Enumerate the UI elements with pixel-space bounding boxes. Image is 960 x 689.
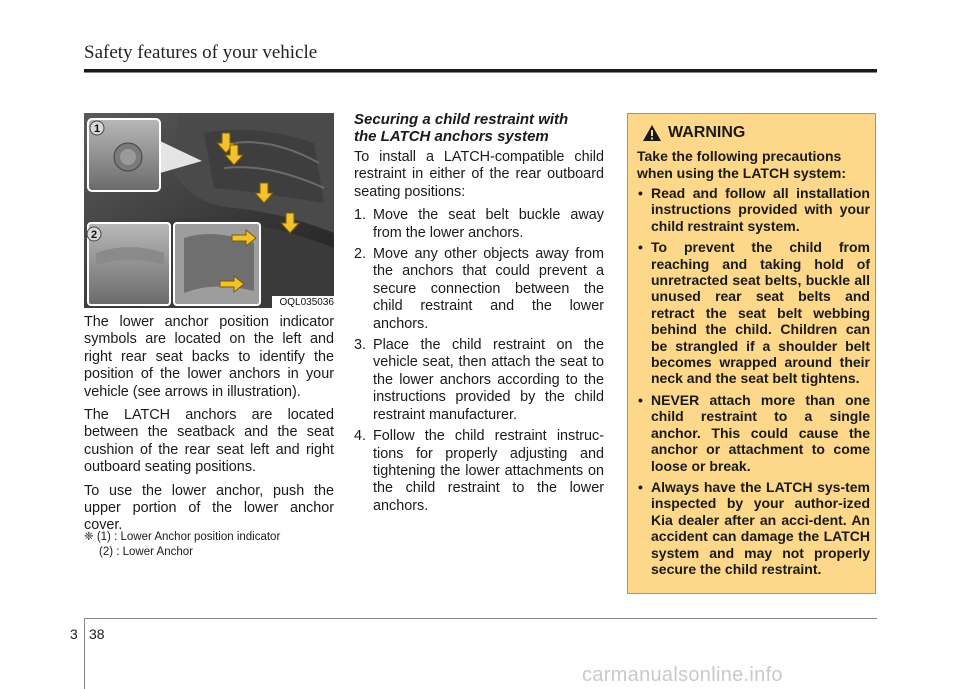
step-text: Move the seat belt buckle away from the lower anchors.	[373, 207, 604, 241]
step-text: Place the child restraint on the vehicle seat, then attach the seat to the lower anchors according to the instructions provided by the child restraint manufacturer.	[373, 337, 604, 423]
step-number: 3.	[354, 337, 367, 354]
warning-item	[637, 392, 870, 474]
warning-triangle-icon	[642, 124, 662, 142]
section-title-line: the LATCH anchors system	[354, 128, 549, 145]
note-line: ❈ (1) : Lower Anchor position indicator	[84, 531, 281, 543]
footer-divider	[84, 619, 85, 689]
paragraph: To use the lower anchor, push the upper portion of the lower anchor cover.	[84, 482, 334, 534]
callout-2-label: 2	[90, 229, 98, 241]
warning-item-text: Read and follow all installation instructions provided with your child restraint system.	[651, 185, 870, 234]
intro-paragraph: To install a LATCH-compatible child restraint in either of the rear outboard seating positions:	[354, 149, 604, 200]
warning-intro: Take the following precautions when using the LATCH system:	[637, 148, 846, 181]
paragraph: The lower anchor position indicator symbols are located on the left and right rear seat backs to identify the position of the lower anchors in your vehicle (see arrows in illustration).	[84, 314, 334, 400]
warning-header	[642, 124, 745, 142]
bullet: •	[638, 478, 643, 495]
section-title-line: Securing a child restraint with	[354, 111, 569, 128]
footer-rule	[84, 618, 877, 619]
page-number: 38	[89, 626, 105, 642]
warning-item	[637, 239, 870, 387]
warning-box	[627, 113, 876, 594]
step-text: Follow the child restraint instruc-tions for properly adjusting and tightening the lower attachments on the child restraint to the lower anchors.	[373, 428, 604, 514]
watermark: carmanualsonline.info	[582, 664, 783, 686]
paragraph: The LATCH anchors are located between the seatback and the seat cushion of the rear seat left and right outboard seating positions.	[84, 407, 334, 476]
figure-code: OQL035036	[272, 296, 334, 310]
step-item	[354, 246, 604, 333]
left-column	[84, 314, 334, 541]
warning-item-text: To prevent the child from reaching and taking hold of unretracted seat belts, buckle all unused rear seat belts and retract the seat belt webbing behind the child. Children can be strangled if a shoulder belt becomes wrapped around their neck and the seat belt tightens.	[651, 239, 870, 387]
seat-illustration	[84, 113, 334, 308]
seat-illustration-svg	[84, 113, 334, 308]
step-item	[354, 337, 604, 424]
callout-1-label: 1	[93, 123, 101, 135]
step-number: 4.	[354, 428, 367, 445]
figure-notes	[84, 530, 334, 560]
warning-title: WARNING	[668, 124, 746, 141]
section-title	[354, 111, 604, 145]
step-text: Move any other objects away from the anchors that could prevent a secure connection between the child restraint and the lower anchors.	[373, 246, 604, 332]
chapter-number: 3	[70, 626, 78, 642]
step-item	[354, 207, 604, 242]
warning-item-text: NEVER attach more than one child restraint to a single anchor. This could cause the anchor or attachment to come loose or break.	[651, 391, 870, 474]
note-line: (2) : Lower Anchor	[99, 546, 193, 558]
step-number: 1.	[354, 207, 367, 224]
steps-list	[354, 207, 604, 515]
warning-item-text: Always have the LATCH sys-tem inspected by your author-ized Kia dealer after an acci-dent. An accident can damage the LATCH system and may not properly secure the child restraint.	[651, 478, 870, 577]
warning-item	[637, 185, 870, 234]
bullet: •	[638, 185, 643, 201]
header-rule-thin	[84, 72, 877, 73]
step-number: 2.	[354, 246, 367, 263]
step-item	[354, 428, 604, 515]
warning-item	[637, 479, 870, 577]
page-header-title: Safety features of your vehicle	[84, 42, 318, 63]
warning-list	[637, 185, 870, 582]
bullet: •	[638, 391, 643, 408]
middle-column	[354, 149, 604, 519]
bullet: •	[638, 239, 643, 256]
